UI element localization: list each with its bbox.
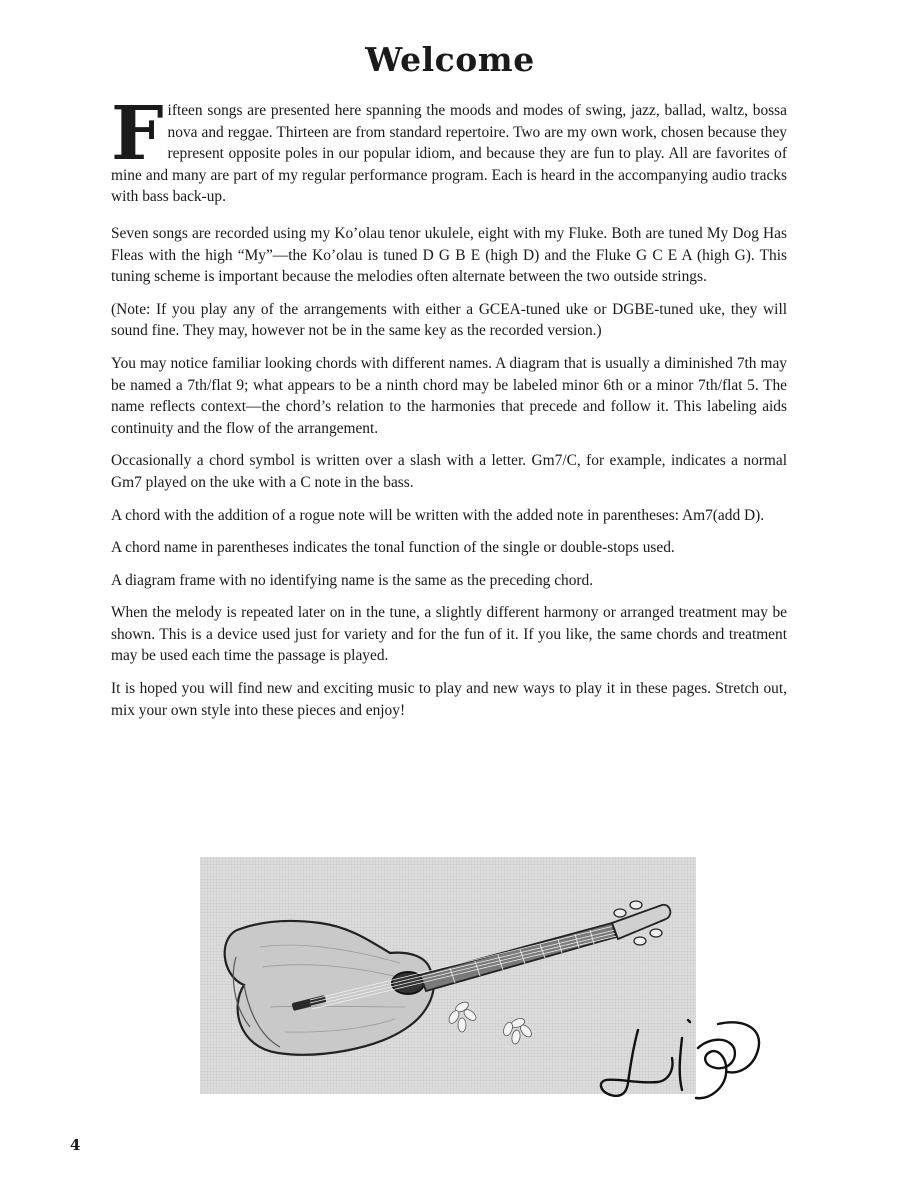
signature-icon	[578, 1008, 763, 1110]
page-title: Welcome	[365, 40, 535, 79]
paragraph-closing: It is hoped you will find new and exciting music to play and new ways to play it in these pages. Stretch out, mix your own style into these pieces and enjoy!	[111, 680, 787, 719]
paragraph-rogue-note: A chord with the addition of a rogue note will be written with the added note in parentheses: Am7(add D).	[111, 506, 765, 524]
page-number: 4	[70, 1136, 81, 1154]
paragraph-parentheses: A chord name in parentheses indicates the tonal function of the single or double-stops used.	[111, 539, 675, 557]
paragraph-chord-names: You may notice familiar looking chords with different names. A diagram that is usually a diminished 7th may be named a 7th/flat 9; what appears to be a ninth chord may be labeled minor 6th or a minor 7th/flat 5. The name reflects context—the chord’s relation to the harmonies that precede and follow it. This labeling aids continuity and the flow of the arrangement.	[111, 354, 787, 437]
paragraph-note: (Note: If you play any of the arrangements with either a GCEA-tuned uke or DGBE-tuned uke, they will sound fine. They may, however not be in the same key as the recorded version.)	[111, 300, 787, 340]
paragraph-variety: When the melody is repeated later on in the tune, a slightly different harmony or arranged treatment may be shown. This is a device used just for variety and for the fun of it. If you like, the same chords and treatment may be used each time the passage is played.	[111, 604, 787, 665]
paragraph-slash-chords: Occasionally a chord symbol is written over a slash with a letter. Gm7/C, for example, indicates a normal Gm7 played on the uke with a C note in the bass.	[111, 452, 787, 491]
body-text	[111, 91, 787, 732]
paragraph-intro: Fifteen songs are presented here spanning the moods and modes of swing, jazz, ballad, waltz, bossa nova and reggae. Thirteen are from standard repertoire. Two are my own work, chosen because they represent opposite poles in our popular idiom, and because they are fun to play. All are favorites of mine and many are part of my regular performance program. Each is heard in the accompanying audio tracks with bass back-up.	[111, 91, 787, 206]
paragraph-diagram-frame: A diagram frame with no identifying name is the same as the preceding chord.	[111, 571, 594, 589]
neck	[420, 923, 616, 991]
flower-icon	[447, 1000, 534, 1045]
paragraph-tuning: Seven songs are recorded using my Ko’olau tenor ukulele, eight with my Fluke. Both are tuned My Dog Has Fleas with the high “My”—the Ko’olau is tuned D G B E (high D) and the Fluke G C E A (high G). This tuning scheme is important because the melodies often alternate between the two outside strings.	[111, 224, 787, 286]
drop-cap: F	[111, 91, 164, 177]
